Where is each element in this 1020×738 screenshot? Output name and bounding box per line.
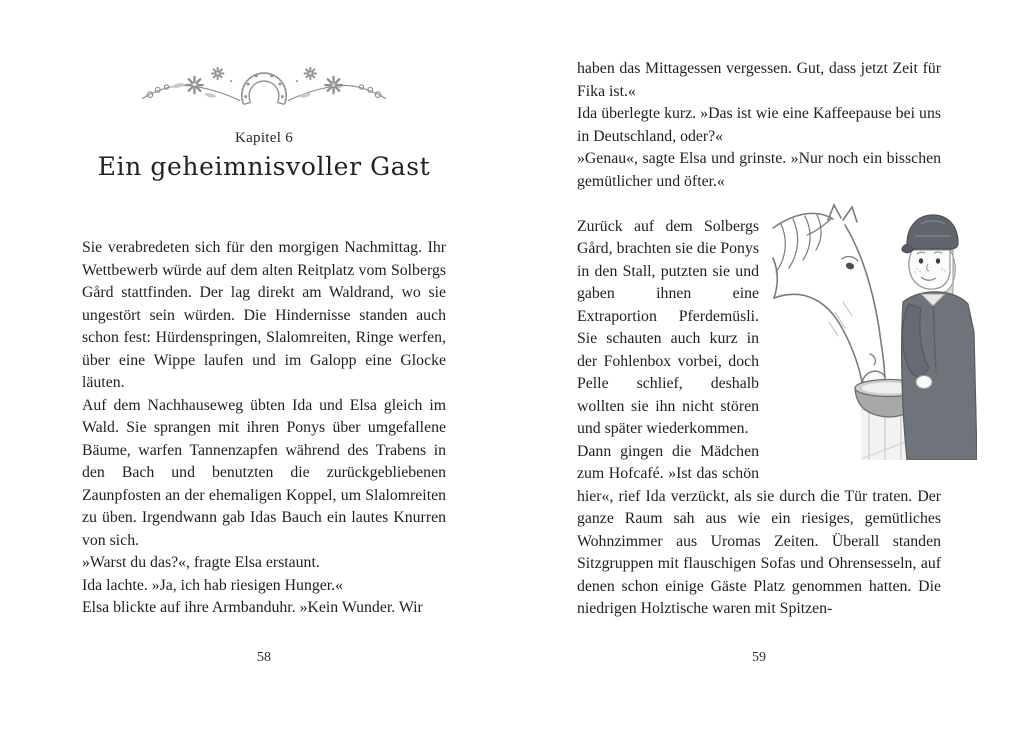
riding-helmet (907, 215, 958, 249)
page-left (82, 0, 446, 738)
horse-head (773, 205, 885, 383)
left-page-body (82, 237, 446, 620)
body-paragraph: haben das Mittagessen vergessen. Gut, dass jetzt Zeit für Fika ist.« (577, 60, 941, 100)
body-paragraph: Ida überlegte kurz. »Das ist wie eine Kaffeepause bei uns in Deutschland, oder?« (577, 105, 941, 145)
chapter-label: Kapitel 6 (234, 130, 294, 146)
page-number-right: 59 (752, 650, 766, 665)
body-paragraph: Auf dem Nachhauseweg übten Ida und Elsa gleich im Wald. Sie sprangen mit ihren Ponys über umgefallene Bäume, warfen Tannenzapfen während des Trabens in den Bach und benutzten die zurückgebliebenen Zaunpfosten an der ehemaligen Koppel, um Slalomreiten zu üben. Irgendwann gab Idas Bauch ein lautes Knurren von sich. (82, 396, 446, 549)
body-paragraph: Elsa blickte auf ihre Armbanduhr. »Kein Wunder. Wir (82, 599, 423, 616)
body-paragraph: Ida lachte. »Ja, ich hab riesigen Hunger.« (82, 576, 343, 594)
body-paragraph: »Genau«, sagte Elsa und grinste. »Nur noch ein bisschen gemütlicher und öfter.« (577, 150, 941, 190)
girl-figure (902, 215, 977, 460)
horse-eye (845, 261, 855, 270)
horseshoe-ornament-svg (138, 58, 390, 114)
right-page-body (577, 58, 941, 621)
page-number-left: 58 (257, 650, 271, 665)
body-paragraph: Zurück auf dem Solbergs Gård, brachten sie die Ponys in den Stall, putzten sie und gaben ihnen eine Extraportion Pferdemüsli. Sie schauten auch kurz in der Fohlenbox vorbei, doch Pelle schlief, deshalb wollten sie ihn nicht stören und später wiederkommen. (577, 217, 759, 437)
girl-hand (916, 375, 932, 388)
pony-feeding-illustration (771, 202, 977, 460)
page-right (577, 0, 941, 738)
horseshoe-flower-ornament-icon (138, 58, 390, 114)
pony-feeding-illustration-svg (771, 202, 977, 460)
body-paragraph: Dann gingen die Mädchen zum Hofcafé. »Ist das schön hier«, rief Ida verzückt, als sie durch die Tür traten. Der ganze Raum sah aus wie ein riesiges, gemütliches Wohnzimmer aus Uromas Zeiten. Überall standen Sitzgruppen mit flauschigen Sofas und Ohrensesseln, auf denen schon einige Gäste Platz genommen hatten. Die niedrigen Holztische waren mit Spitzen- (577, 442, 941, 617)
girl-face (909, 250, 950, 289)
chapter-title: Ein geheimnisvoller Gast (97, 152, 431, 181)
body-paragraph: Sie verabredeten sich für den morgigen Nachmittag. Ihr Wettbewerb würde auf dem alten Reitplatz vom Solbergs Gård stattfinden. Der lag direkt am Waldrand, wo sie ungestört sein würden. Die Hindernisse standen auch schon fest: Hürdenspringen, Slalomreiten, Ringe werfen, über eine Wippe laufen und im Galopp eine Glocke läuten. (82, 239, 446, 391)
body-paragraph: »Warst du das?«, fragte Elsa erstaunt. (82, 554, 320, 571)
